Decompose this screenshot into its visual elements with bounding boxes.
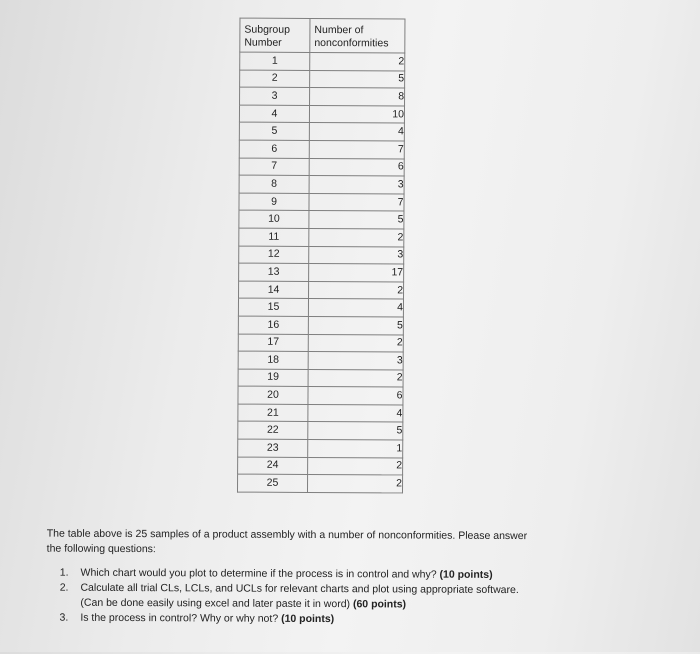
- subgroup-cell: 11: [239, 228, 309, 246]
- points-label: (10 points): [281, 612, 335, 626]
- count-cell: 2: [307, 475, 402, 493]
- subgroup-cell: 17: [238, 334, 308, 352]
- questions-list: [46, 566, 606, 629]
- table-row: [240, 52, 405, 70]
- question-number: 3.: [59, 611, 69, 624]
- table-row: [238, 422, 403, 440]
- count-cell: 5: [308, 316, 403, 334]
- subgroup-cell: 25: [237, 474, 307, 492]
- subgroup-cell: 2: [240, 70, 310, 88]
- count-cell: 5: [310, 70, 405, 88]
- subgroup-cell: 18: [238, 351, 308, 369]
- question-line: Calculate all trial CLs, LCLs, and UCLs for relevant charts and plot using appropriate software.: [80, 581, 519, 597]
- subgroup-cell: 10: [239, 210, 309, 228]
- subgroup-cell: 19: [238, 369, 308, 387]
- count-cell: 17: [309, 264, 404, 282]
- table-row: [238, 334, 403, 352]
- question-text: [80, 581, 518, 613]
- question-text: [80, 611, 334, 627]
- subgroup-cell: 20: [238, 386, 308, 404]
- subgroup-cell: 6: [239, 140, 309, 158]
- table-row: [239, 228, 404, 246]
- nonconformities-header: Number of nonconformities: [310, 18, 405, 52]
- table-row: [239, 122, 404, 140]
- question-number: 1.: [59, 566, 69, 579]
- subgroup-cell: 24: [238, 457, 308, 475]
- subgroup-header: Subgroup Number: [240, 18, 310, 52]
- table-row: [238, 386, 403, 404]
- count-cell: 4: [308, 299, 403, 317]
- subgroup-cell: 8: [239, 175, 309, 193]
- table-row: [237, 474, 402, 492]
- subgroup-cell: 15: [238, 298, 308, 316]
- count-cell: 4: [308, 404, 403, 422]
- count-cell: 2: [308, 334, 403, 352]
- count-cell: 5: [309, 211, 404, 229]
- table-row: [239, 263, 404, 281]
- count-cell: 2: [308, 369, 403, 387]
- intro-paragraph: The table above is 25 samples of a product assembly with a number of nonconformities. Please answer the following questions:: [46, 527, 528, 556]
- count-cell: 7: [309, 193, 404, 211]
- question-number: 2.: [59, 581, 69, 594]
- count-cell: 2: [310, 52, 405, 70]
- count-cell: 3: [309, 246, 404, 264]
- count-cell: 2: [309, 281, 404, 299]
- table-row: [239, 246, 404, 264]
- table-row: [239, 281, 404, 299]
- table-row: [240, 87, 405, 105]
- count-cell: 3: [309, 176, 404, 194]
- count-cell: 8: [310, 88, 405, 106]
- table-header-row: [240, 18, 405, 53]
- count-cell: 2: [309, 228, 404, 246]
- table-row: [239, 140, 404, 158]
- table-row: [238, 351, 403, 369]
- subgroup-cell: 1: [240, 52, 310, 70]
- subgroup-cell: 23: [238, 439, 308, 457]
- subgroup-cell: 12: [239, 246, 309, 264]
- question-line: Is the process in control? Why or why not? (10 points): [80, 611, 335, 626]
- subgroup-cell: 16: [238, 316, 308, 334]
- table-row: [238, 404, 403, 422]
- subgroup-cell: 7: [239, 158, 309, 176]
- count-cell: 3: [308, 352, 403, 370]
- table-row: [238, 316, 403, 334]
- table-row: [239, 175, 404, 193]
- table-row: [238, 457, 403, 475]
- nonconformities-table: [237, 18, 405, 494]
- points-label: (10 points): [439, 568, 493, 581]
- table-row: [240, 70, 405, 88]
- subgroup-cell: 21: [238, 404, 308, 422]
- count-cell: 1: [308, 440, 403, 458]
- table-row: [239, 158, 404, 176]
- count-cell: 7: [309, 140, 404, 158]
- count-cell: 6: [308, 387, 403, 405]
- question-line: (Can be done easily using excel and later paste it in word) (60 points): [80, 596, 407, 611]
- subgroup-cell: 5: [239, 122, 309, 140]
- table-row: [238, 439, 403, 457]
- subgroup-cell: 3: [240, 87, 310, 105]
- count-cell: 2: [308, 457, 403, 475]
- table-row: [238, 298, 403, 316]
- subgroup-cell: 9: [239, 193, 309, 211]
- table-row: [239, 210, 404, 228]
- count-cell: 5: [308, 422, 403, 440]
- points-label: (60 points): [352, 598, 407, 611]
- question-line: Which chart would you plot to determine if the process is in control and why? (10 points): [80, 566, 493, 581]
- question-item: [46, 611, 606, 629]
- table-row: [239, 193, 404, 211]
- subgroup-cell: 13: [239, 263, 309, 281]
- table-row: [238, 369, 403, 387]
- question-item: [46, 581, 606, 614]
- count-cell: 4: [309, 123, 404, 141]
- table-row: [239, 105, 404, 123]
- subgroup-cell: 14: [239, 281, 309, 299]
- subgroup-cell: 4: [239, 105, 309, 123]
- subgroup-cell: 22: [238, 422, 308, 440]
- count-cell: 6: [309, 158, 404, 176]
- count-cell: 10: [309, 105, 404, 123]
